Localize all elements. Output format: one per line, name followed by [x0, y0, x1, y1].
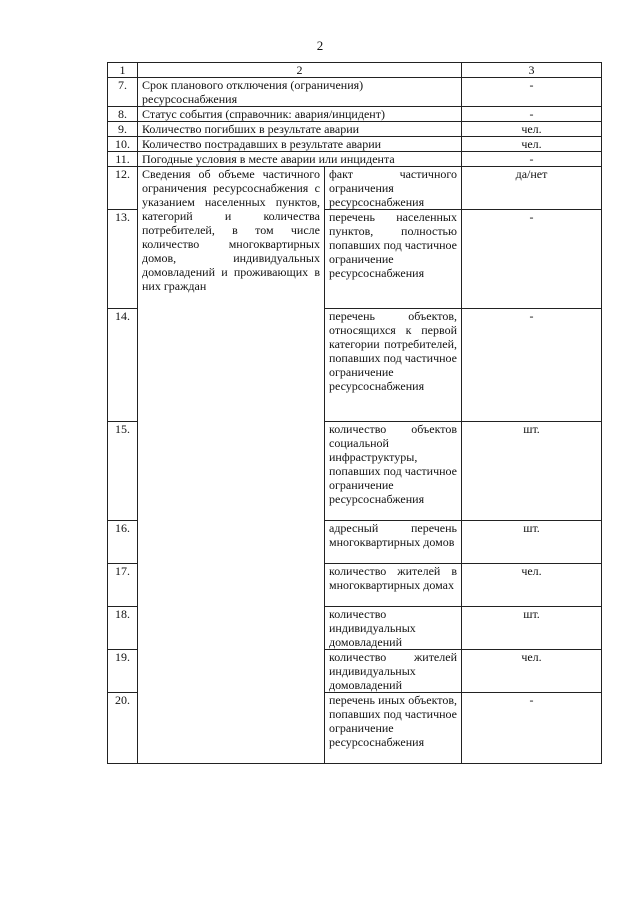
row-number: 9.	[108, 122, 138, 137]
row-number: 19.	[108, 650, 138, 693]
row-unit: да/нет	[462, 167, 602, 210]
table-row	[108, 137, 602, 152]
row-description: Погодные условия в месте аварии или инцидента	[138, 152, 462, 167]
header-col-3: 3	[462, 63, 602, 78]
row-description: Количество пострадавших в результате аварии	[138, 137, 462, 152]
table-row	[108, 122, 602, 137]
row-unit: чел.	[462, 122, 602, 137]
row-number: 8.	[108, 107, 138, 122]
row-number: 15.	[108, 422, 138, 521]
row-subitem: количество жителей в многоквартирных домах	[325, 564, 462, 607]
row-unit: -	[462, 309, 602, 422]
row-description: Срок планового отключения (ограничения) ресурсоснабжения	[138, 78, 462, 107]
row-number: 20.	[108, 693, 138, 764]
page-number: 2	[316, 38, 324, 53]
row-subitem: перечень населенных пунктов, полностью попавших под частичное ограничение ресурсоснабжения	[325, 210, 462, 309]
row-unit: чел.	[462, 650, 602, 693]
row-unit: -	[462, 107, 602, 122]
row-unit: чел.	[462, 564, 602, 607]
table-header-row	[108, 63, 602, 78]
header-col-1: 1	[108, 63, 138, 78]
row-number: 18.	[108, 607, 138, 650]
row-number: 14.	[108, 309, 138, 422]
table-row	[108, 167, 602, 210]
row-unit: -	[462, 78, 602, 107]
row-subitem: адресный перечень многоквартирных домов	[325, 521, 462, 564]
data-table	[107, 62, 602, 764]
row-number: 11.	[108, 152, 138, 167]
header-col-2: 2	[138, 63, 462, 78]
row-subitem: количество объектов социальной инфраструктуры, попавших под частичное ограничение ресурсоснабжения	[325, 422, 462, 521]
table-row	[108, 152, 602, 167]
row-number: 7.	[108, 78, 138, 107]
row-unit: шт.	[462, 521, 602, 564]
row-unit: -	[462, 152, 602, 167]
row-description: Количество погибших в результате аварии	[138, 122, 462, 137]
row-subitem: перечень объектов, относящихся к первой категории потребителей, попавших под частичное ограничение ресурсоснабжения	[325, 309, 462, 422]
row-subitem: количество индивидуальных домовладений	[325, 607, 462, 650]
row-number: 10.	[108, 137, 138, 152]
row-unit: шт.	[462, 422, 602, 521]
row-subitem: факт частичного ограничения ресурсоснабжения	[325, 167, 462, 210]
table-row	[108, 107, 602, 122]
row-number: 13.	[108, 210, 138, 309]
row-number: 16.	[108, 521, 138, 564]
row-subitem: перечень иных объектов, попавших под частичное ограничение ресурсоснабжения	[325, 693, 462, 764]
row-unit: -	[462, 693, 602, 764]
row-subitem: количество жителей индивидуальных домовладений	[325, 650, 462, 693]
group-description: Сведения об объеме частичного ограничения ресурсоснабжения с указанием населенных пунктов, категорий и количества потребителей, в том числе количество многоквартирных домов, индивидуальных домовладений и проживающих в них граждан	[138, 167, 325, 764]
table-row	[108, 78, 602, 107]
row-number: 12.	[108, 167, 138, 210]
row-number: 17.	[108, 564, 138, 607]
row-unit: шт.	[462, 607, 602, 650]
row-description: Статус события (справочник: авария/инцидент)	[138, 107, 462, 122]
row-unit: -	[462, 210, 602, 309]
row-unit: чел.	[462, 137, 602, 152]
